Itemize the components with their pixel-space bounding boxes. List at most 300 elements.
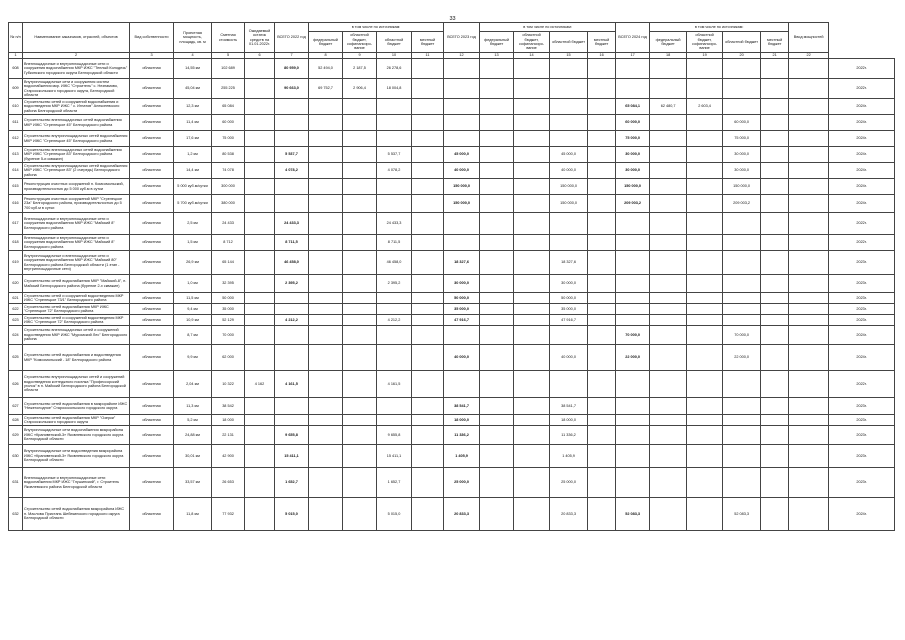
object-name-cell: Строительство внеплощадочных сетей водоснабжения МКР ИЖС "Стрелецкое 45" Белгородского района	[23, 115, 130, 131]
amount-cell	[444, 79, 480, 99]
amount-cell	[761, 498, 789, 531]
amount-cell	[412, 304, 444, 315]
capacity-cell: 11,4 км	[174, 115, 212, 131]
amount-cell	[616, 398, 650, 415]
amount-cell	[514, 213, 550, 235]
amount-cell	[650, 315, 687, 326]
amount-cell: 1 652,7	[275, 468, 309, 498]
amount-cell	[723, 445, 761, 468]
amount-cell	[309, 315, 343, 326]
remaining-cell	[245, 213, 275, 235]
amount-cell: 30 000,0	[723, 163, 761, 179]
amount-cell	[343, 315, 377, 326]
input-year-cell: 2024г.	[829, 99, 895, 115]
amount-cell	[514, 445, 550, 468]
federal-2023-header: федеральный бюджет	[480, 32, 514, 53]
col-cost-header: Сметная стоимость	[212, 23, 245, 53]
amount-cell	[789, 345, 829, 371]
capacity-cell: 14,4 км	[174, 163, 212, 179]
amount-cell	[588, 79, 616, 99]
amount-cell	[514, 99, 550, 115]
amount-cell	[550, 59, 588, 79]
amount-cell	[480, 251, 514, 275]
amount-cell: 69 752,7	[309, 79, 343, 99]
amount-cell	[723, 79, 761, 99]
column-number: 20	[723, 53, 761, 59]
amount-cell	[412, 415, 444, 426]
amount-cell	[444, 59, 480, 79]
column-number: 11	[412, 53, 444, 59]
amount-cell	[514, 498, 550, 531]
amount-cell: 20 833,3	[444, 498, 480, 531]
capacity-cell: 1,0 км	[174, 275, 212, 293]
ownership-cell: областная	[130, 326, 174, 345]
capacity-cell: 17,6 км	[174, 131, 212, 147]
amount-cell: 2 395,2	[377, 275, 412, 293]
amount-cell: 150 000,0	[444, 195, 480, 213]
amount-cell	[588, 345, 616, 371]
ownership-cell: областная	[130, 251, 174, 275]
amount-cell	[761, 131, 789, 147]
amount-cell	[616, 251, 650, 275]
row-number-cell: 627	[9, 398, 23, 415]
table-row	[9, 498, 895, 531]
amount-cell	[309, 235, 343, 251]
amount-cell: 50 000,0	[550, 293, 588, 304]
ownership-cell: областная	[130, 195, 174, 213]
amount-cell: 25 000,0	[550, 468, 588, 498]
amount-cell	[588, 195, 616, 213]
amount-cell: 60 000,0	[723, 115, 761, 131]
object-name-cell: Строительство сетей и сооружений водоснабжения и водоотведения МКР ИЖС " с. Игнатов" Алексеевского района Белгородской области	[23, 99, 130, 115]
amount-cell: 150 000,0	[444, 179, 480, 195]
amount-cell	[761, 179, 789, 195]
amount-cell	[309, 415, 343, 426]
cost-cell: 32 395	[212, 275, 245, 293]
amount-cell	[588, 326, 616, 345]
cost-cell: 300 000	[212, 179, 245, 195]
amount-cell	[650, 345, 687, 371]
remaining-cell	[245, 235, 275, 251]
row-number-cell: 629	[9, 426, 23, 445]
row-number-cell: 610	[9, 99, 23, 115]
amount-cell	[616, 315, 650, 326]
remaining-cell	[245, 275, 275, 293]
remaining-cell	[245, 326, 275, 345]
input-year-cell: 2022г.	[829, 79, 895, 99]
amount-cell	[650, 293, 687, 304]
amount-cell	[687, 426, 723, 445]
column-number: 9	[343, 53, 377, 59]
amount-cell: 30 000,0	[616, 163, 650, 179]
object-name-cell: Строительство сетей водоснабжения микрорайона ИЖС п. Маслова Пристань Шебекинского городского округа Белгородской области	[23, 498, 130, 531]
row-number-cell: 628	[9, 415, 23, 426]
input-year-cell: 2023г.	[829, 304, 895, 315]
remaining-cell	[245, 79, 275, 99]
amount-cell: 80 959,0	[275, 59, 309, 79]
table-row	[9, 415, 895, 426]
amount-cell	[650, 235, 687, 251]
amount-cell	[275, 326, 309, 345]
amount-cell	[377, 131, 412, 147]
amount-cell	[377, 293, 412, 304]
amount-cell	[514, 147, 550, 163]
table-row	[9, 468, 895, 498]
amount-cell	[343, 179, 377, 195]
amount-cell	[444, 326, 480, 345]
amount-cell	[588, 275, 616, 293]
amount-cell	[412, 179, 444, 195]
amount-cell	[761, 115, 789, 131]
amount-cell	[480, 179, 514, 195]
cost-cell: 22 131	[212, 426, 245, 445]
amount-cell	[275, 398, 309, 415]
amount-cell	[377, 415, 412, 426]
amount-cell: 38 541,7	[550, 398, 588, 415]
amount-cell	[309, 293, 343, 304]
amount-cell	[480, 345, 514, 371]
amount-cell: 46 458,0	[275, 251, 309, 275]
amount-cell	[650, 371, 687, 398]
row-number-cell: 621	[9, 293, 23, 304]
amount-cell	[309, 99, 343, 115]
amount-cell: 2 906,4	[343, 79, 377, 99]
object-name-cell: Внутриплощадочные сети водоснабжения микрорайона ИЖС «Крапивенский-3» Яковлевского городского округа Белгородской области	[23, 426, 130, 445]
cost-cell: 102 689	[212, 59, 245, 79]
amount-cell: 1 652,7	[377, 468, 412, 498]
amount-cell	[789, 115, 829, 131]
amount-cell	[514, 115, 550, 131]
amount-cell	[588, 163, 616, 179]
amount-cell	[687, 498, 723, 531]
amount-cell	[412, 371, 444, 398]
amount-cell	[550, 213, 588, 235]
amount-cell	[550, 99, 588, 115]
amount-cell: 5 537,7	[275, 147, 309, 163]
ownership-cell: областная	[130, 345, 174, 371]
object-name-cell: Строительство внутриплощадочных сетей и сооружений водоотведения коттеджного поселка "Профессорский уголок" в п. Майский Белгородского района Белгородской области	[23, 371, 130, 398]
amount-cell	[377, 345, 412, 371]
amount-cell	[309, 275, 343, 293]
amount-cell	[650, 115, 687, 131]
input-year-cell: 2022г.	[829, 213, 895, 235]
amount-cell	[377, 398, 412, 415]
amount-cell: 50 000,0	[444, 293, 480, 304]
table-row	[9, 326, 895, 345]
ownership-cell: областная	[130, 235, 174, 251]
amount-cell	[761, 163, 789, 179]
remaining-cell	[245, 251, 275, 275]
amount-cell	[309, 426, 343, 445]
amount-cell: 52 494,0	[309, 59, 343, 79]
amount-cell: 8 711,5	[377, 235, 412, 251]
capacity-cell: 9,4 км	[174, 304, 212, 315]
amount-cell	[789, 326, 829, 345]
amount-cell	[343, 235, 377, 251]
cost-cell: 65 084	[212, 99, 245, 115]
object-name-cell: Строительство сетей водоснабжения в микрорайоне ИЖС "Нежеголодное" Старооскольского городского округа	[23, 398, 130, 415]
table-row	[9, 445, 895, 468]
amount-cell	[616, 59, 650, 79]
amount-cell	[789, 163, 829, 179]
amount-cell	[444, 213, 480, 235]
capacity-cell: 30,01 км	[174, 445, 212, 468]
input-year-cell: 2023г.	[829, 398, 895, 415]
amount-cell: 75 000,0	[616, 131, 650, 147]
amount-cell: 70 000,0	[723, 326, 761, 345]
amount-cell	[343, 398, 377, 415]
amount-cell	[687, 371, 723, 398]
col-input-header: Ввод мощностей	[789, 23, 829, 53]
amount-cell	[761, 468, 789, 498]
amount-cell	[650, 445, 687, 468]
regional-2023-header: областной бюджет	[550, 32, 588, 53]
amount-cell	[588, 415, 616, 426]
investment-table	[8, 22, 895, 531]
amount-cell	[480, 213, 514, 235]
input-year-cell: 2023г.	[829, 415, 895, 426]
amount-cell	[480, 235, 514, 251]
amount-cell	[650, 179, 687, 195]
amount-cell	[616, 426, 650, 445]
table-row	[9, 59, 895, 79]
amount-cell	[309, 468, 343, 498]
amount-cell	[650, 251, 687, 275]
amount-cell	[789, 371, 829, 398]
ownership-cell: областная	[130, 371, 174, 398]
amount-cell	[480, 79, 514, 99]
amount-cell	[343, 304, 377, 315]
amount-cell	[480, 115, 514, 131]
amount-cell	[377, 304, 412, 315]
amount-cell	[789, 445, 829, 468]
amount-cell	[480, 426, 514, 445]
amount-cell	[616, 213, 650, 235]
amount-cell: 15 411,1	[275, 445, 309, 468]
amount-cell	[687, 163, 723, 179]
ownership-cell: областная	[130, 163, 174, 179]
ownership-cell: областная	[130, 179, 174, 195]
capacity-cell: 5,2 км	[174, 415, 212, 426]
amount-cell	[687, 115, 723, 131]
input-year-cell: 2024г.	[829, 498, 895, 531]
input-year-cell: 2024г.	[829, 163, 895, 179]
amount-cell	[309, 345, 343, 371]
amount-cell: 45 000,0	[444, 147, 480, 163]
cost-cell: 70 000	[212, 326, 245, 345]
ownership-cell: областная	[130, 498, 174, 531]
object-name-cell: Строительство внутриплощадочных сетей водоснабжения МКР ИЖС "Стрелецкое 83" (2 очередь) Белгородского района	[24, 163, 128, 177]
amount-cell	[789, 293, 829, 304]
amount-cell	[723, 275, 761, 293]
amount-cell	[650, 468, 687, 498]
object-name-cell: Внутриплощадочные сети и сооружения систем водоснабжения мкр. ИЖС "Строитель" с. Незнамово, Старооскольского городского округа, Белгородской области	[23, 79, 130, 99]
amount-cell	[412, 59, 444, 79]
amount-cell	[650, 415, 687, 426]
input-year-cell: 2024г.	[829, 179, 895, 195]
amount-cell	[412, 326, 444, 345]
amount-cell	[412, 235, 444, 251]
cost-cell: 38 542	[212, 398, 245, 415]
amount-cell	[480, 415, 514, 426]
amount-cell	[761, 426, 789, 445]
row-number-cell: 625	[9, 345, 23, 371]
amount-cell	[377, 326, 412, 345]
object-name-cell: Реконструкция очистных сооружений МКР "Стрелецкое 23а" Белгородского района, производительностью до 5 700 куб.м в сутки	[23, 195, 130, 213]
amount-cell	[761, 371, 789, 398]
amount-cell	[275, 131, 309, 147]
cost-cell: 74 078	[212, 163, 245, 179]
sources-2023-header: в том числе по источникам:	[480, 23, 616, 32]
input-year-cell: 2023г.	[829, 445, 895, 468]
amount-cell	[761, 275, 789, 293]
amount-cell	[687, 131, 723, 147]
amount-cell: 30 000,0	[550, 275, 588, 293]
object-name-cell: Внеплощадочные и внутриплощадочные сети водоснабжения МКР ИЖС "Глушинский", г. Строитель Яковлевского района Белгородской области	[23, 468, 130, 498]
col-ownership-header: Вид собственности	[130, 23, 174, 53]
amount-cell	[309, 147, 343, 163]
column-number: 14	[514, 53, 550, 59]
amount-cell	[343, 195, 377, 213]
amount-cell: 209 003,2	[616, 195, 650, 213]
amount-cell	[480, 147, 514, 163]
amount-cell	[343, 163, 377, 179]
row-number-cell: 623	[9, 315, 23, 326]
amount-cell	[412, 293, 444, 304]
amount-cell	[514, 326, 550, 345]
amount-cell: 22 000,0	[723, 345, 761, 371]
input-year-cell: 2024г.	[829, 195, 895, 213]
amount-cell	[650, 131, 687, 147]
row-number-cell: 632	[9, 498, 23, 531]
col-name-header: Наименование заказчиков, отраслей, объектов	[23, 23, 130, 53]
cofin-2023-header: областной бюджет, софинансиро-вание	[514, 32, 550, 53]
amount-cell	[444, 235, 480, 251]
remaining-cell	[245, 131, 275, 147]
remaining-cell	[245, 147, 275, 163]
row-number-cell: 608	[9, 59, 23, 79]
column-number: 19	[687, 53, 723, 59]
table-row	[9, 115, 895, 131]
amount-cell	[309, 304, 343, 315]
amount-cell	[723, 415, 761, 426]
amount-cell	[789, 304, 829, 315]
amount-cell	[789, 426, 829, 445]
amount-cell: 9 655,8	[275, 426, 309, 445]
amount-cell	[761, 315, 789, 326]
amount-cell	[616, 304, 650, 315]
amount-cell	[723, 315, 761, 326]
amount-cell	[514, 293, 550, 304]
regional-2024-header: областной бюджет	[723, 32, 761, 53]
amount-cell: 30 000,0	[723, 147, 761, 163]
table-row	[9, 235, 895, 251]
amount-cell: 30 000,0	[444, 275, 480, 293]
amount-cell	[687, 398, 723, 415]
table-row	[9, 251, 895, 275]
amount-cell	[480, 99, 514, 115]
amount-cell	[687, 293, 723, 304]
amount-cell	[588, 147, 616, 163]
amount-cell	[789, 99, 829, 115]
amount-cell	[650, 275, 687, 293]
amount-cell	[588, 213, 616, 235]
amount-cell	[550, 235, 588, 251]
amount-cell: 40 000,0	[444, 163, 480, 179]
amount-cell	[480, 498, 514, 531]
regional-2022-header: областной бюджет	[377, 32, 412, 53]
ownership-cell: областная	[130, 304, 174, 315]
amount-cell: 4 161,5	[275, 371, 309, 398]
amount-cell	[616, 79, 650, 99]
amount-cell: 11 336,2	[444, 426, 480, 445]
cost-cell: 24 433	[212, 213, 245, 235]
amount-cell	[687, 275, 723, 293]
amount-cell	[514, 398, 550, 415]
amount-cell	[514, 79, 550, 99]
input-year-cell: 2022г.	[829, 371, 895, 398]
cost-cell: 50 000	[212, 293, 245, 304]
object-name-cell: Реконструкция очистных сооружений п. Комсомольский, производительностью до 5 000 куб.м в сутки	[23, 179, 130, 195]
input-year-cell: 2024г.	[829, 326, 895, 345]
ownership-cell: областная	[130, 275, 174, 293]
amount-cell: 90 663,0	[275, 79, 309, 99]
amount-cell: 5 015,0	[275, 498, 309, 531]
amount-cell	[650, 147, 687, 163]
object-name-cell: Строительство сетей и сооружений водоотведения МКР ИЖС "Стрелецкое 73/1" Белгородского района	[23, 293, 130, 304]
row-number-cell: 626	[9, 371, 23, 398]
amount-cell: 4 078,2	[275, 163, 309, 179]
cost-cell: 10 322	[212, 371, 245, 398]
amount-cell	[514, 235, 550, 251]
amount-cell: 20 833,3	[550, 498, 588, 531]
amount-cell	[309, 371, 343, 398]
amount-cell	[480, 468, 514, 498]
table-row	[9, 315, 895, 326]
amount-cell	[761, 251, 789, 275]
object-name-cell: Строительство внеплощадочных сетей водоснабжения МКР ИЖС "Стрелецкое 83" Белгородского района (бурение 5-и скважин)	[23, 147, 130, 163]
amount-cell	[412, 163, 444, 179]
amount-cell	[412, 498, 444, 531]
amount-cell	[412, 398, 444, 415]
table-row	[9, 398, 895, 415]
amount-cell	[275, 195, 309, 213]
amount-cell	[377, 179, 412, 195]
row-number-cell: 611	[9, 115, 23, 131]
amount-cell: 47 916,7	[444, 315, 480, 326]
amount-cell	[309, 179, 343, 195]
amount-cell	[723, 468, 761, 498]
amount-cell	[343, 426, 377, 445]
amount-cell: 18 327,6	[444, 251, 480, 275]
amount-cell	[687, 326, 723, 345]
capacity-cell: 11,3 км	[174, 398, 212, 415]
amount-cell	[480, 371, 514, 398]
amount-cell	[550, 326, 588, 345]
input-year-cell: 2024г.	[829, 147, 895, 163]
amount-cell	[343, 293, 377, 304]
input-year-cell: 2023г.	[829, 468, 895, 498]
amount-cell	[723, 251, 761, 275]
cost-cell: 77 932	[212, 498, 245, 531]
amount-cell	[588, 235, 616, 251]
amount-cell	[412, 445, 444, 468]
capacity-cell: 2,04 км	[174, 371, 212, 398]
capacity-cell: 10,9 км	[174, 315, 212, 326]
remaining-cell	[245, 179, 275, 195]
remaining-cell	[245, 315, 275, 326]
amount-cell	[588, 251, 616, 275]
